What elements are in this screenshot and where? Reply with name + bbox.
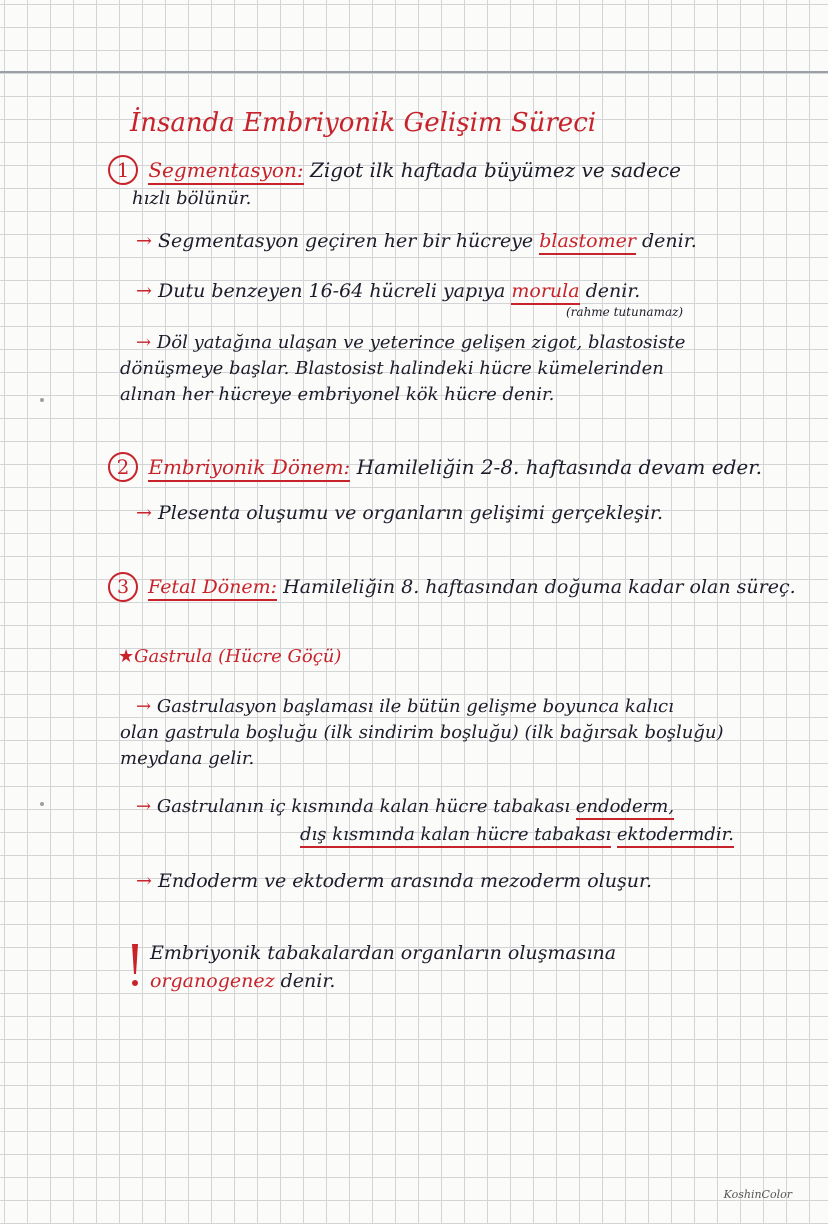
- note-line-2: organogenez denir.: [150, 970, 336, 992]
- section-text: Zigot ilk haftada büyümez ve sadece: [309, 158, 681, 182]
- arrow-icon: →: [136, 230, 152, 252]
- arrow-icon: →: [136, 502, 152, 524]
- gastrula-bullet-3: → Endoderm ve ektoderm arasında mezoderm oluşur.: [136, 870, 652, 892]
- gastrula-bullet-1-line-2: olan gastrula boşluğu (ilk sindirim boşluğu) (ilk bağırsak boşluğu): [120, 722, 724, 743]
- section-heading: Segmentasyon:: [148, 158, 303, 185]
- term-ektoderm: ektodermdir.: [617, 824, 734, 848]
- bullet-blastomer: → Segmentasyon geçiren her bir hücreye blastomer denir.: [136, 232, 697, 251]
- bullet-plesenta: → Plesenta oluşumu ve organların gelişimi gerçekleşir.: [136, 502, 664, 524]
- section-1-line-1: [108, 155, 681, 185]
- star-icon: ★: [118, 646, 135, 667]
- section-3-line-1: [108, 572, 796, 602]
- margin-line: [0, 71, 828, 73]
- section-heading: Fetal Dönem:: [148, 576, 277, 601]
- exclamation-icon: [130, 942, 140, 990]
- term-morula: morula: [511, 280, 579, 305]
- binder-hole: [40, 802, 44, 806]
- page-title: İnsanda Embriyonik Gelişim Süreci: [130, 108, 597, 138]
- gastrula-heading: ★Gastrula (Hücre Göçü): [118, 646, 342, 667]
- section-text: Hamileliğin 8. haftasından doğuma kadar olan süreç.: [283, 576, 796, 598]
- section-heading: Embriyonik Dönem:: [148, 455, 350, 482]
- term-blastomer: blastomer: [539, 230, 636, 255]
- note-line-1: Embriyonik tabakalardan organların oluşmasına: [150, 942, 617, 964]
- morula-note: (rahme tutunamaz): [566, 305, 684, 319]
- section-2-line-1: [108, 452, 762, 482]
- section-number: 2: [108, 452, 138, 482]
- arrow-icon: →: [136, 696, 152, 717]
- bullet-morula: → Dutu benzeyen 16-64 hücreli yapıya morula denir.: [136, 282, 640, 301]
- term-endoderm: endoderm,: [576, 796, 674, 820]
- section-number: 3: [108, 572, 138, 602]
- arrow-icon: →: [136, 870, 152, 892]
- gastrula-bullet-1-line-1: → Gastrulasyon başlaması ile bütün gelişme boyunca kalıcı: [136, 696, 674, 717]
- gastrula-bullet-2-line-1: → Gastrulanın iç kısmında kalan hücre tabakası endoderm,: [136, 798, 674, 816]
- gastrula-bullet-1-line-3: meydana gelir.: [120, 748, 255, 769]
- bullet-blastosist-line-3: alınan her hücreye embriyonel kök hücre denir.: [120, 384, 555, 405]
- term-organogenez: organogenez: [150, 970, 275, 992]
- arrow-icon: →: [136, 280, 152, 302]
- gastrula-bullet-2-line-2: dış kısmında kalan hücre tabakası ektodermdir.: [300, 826, 734, 844]
- binder-hole: [40, 398, 44, 402]
- bullet-blastosist-line-2: dönüşmeye başlar. Blastosist halindeki hücre kümelerinden: [120, 358, 664, 379]
- section-number: 1: [108, 155, 138, 185]
- arrow-icon: →: [136, 796, 152, 817]
- section-1-line-2: hızlı bölünür.: [132, 188, 252, 209]
- arrow-icon: →: [136, 332, 152, 353]
- brand-signature: KoshinColor: [723, 1188, 792, 1201]
- section-text: Hamileliğin 2-8. haftasında devam eder.: [356, 455, 762, 479]
- bullet-blastosist-line-1: → Döl yatağına ulaşan ve yeterince gelişen zigot, blastosiste: [136, 332, 686, 353]
